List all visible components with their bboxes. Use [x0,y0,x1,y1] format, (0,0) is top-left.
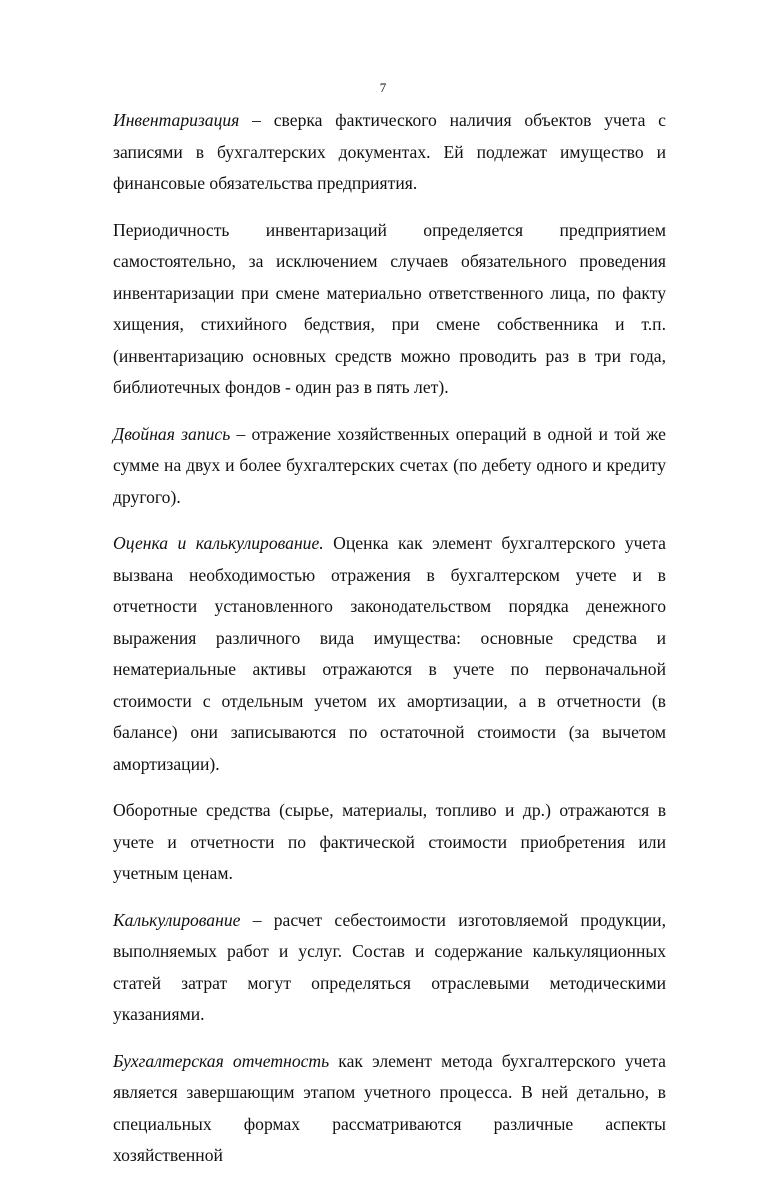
paragraph-costing [113,905,666,1031]
paragraph-inventory [113,105,666,200]
paragraph-valuation [113,528,666,780]
paragraph-text: как элемент метода бухгалтерского учета является завершающим этапом учетного процесса. В ней детально, в специальных формах рассматриваются различные аспекты хозяйственной [113,1050,666,1165]
paragraph-text: Периодичность инвентаризаций определяется предприятием самостоятельно, за исключением случаев обязательного проведения инвентаризации при смене материально ответственного лица, по факту хищения, стихийного бедствия, при смене собственника и т.п. (инвентаризацию основных средств можно проводить раз в три года, библиотечных фондов - один раз в пять лет). [113,219,666,397]
term-inventory: Инвентаризация [113,110,240,130]
paragraph-text: – расчет себестоимости изготовляемой продукции, выполняемых работ и услуг. Состав и содержание калькуляционных статей затрат могут определяться отраслевыми методическими указаниями. [113,909,666,1024]
paragraph-reporting [113,1046,666,1172]
paragraph-text: – сверка фактического наличия объектов учета с записями в бухгалтерских документах. Ей подлежат имущество и финансовые обязательства предприятия. [113,110,666,193]
term-double-entry: Двойная запись [113,423,231,444]
page-number: 7 [379,80,387,95]
paragraph-text: Оценка как элемент бухгалтерского учета вызвана необходимостью отражения в бухгалтерском учете и в отчетности установленного законодательством порядка денежного выражения различного вида имущества: основные средства и нематериальные активы отражаются в учете по первоначальной стоимости с отдельным учетом их амортизации, а в отчетности (в балансе) они записываются по остаточной стоимости (за вычетом амортизации). [113,533,666,774]
paragraph-text: – отражение хозяйственных операций в одной и той же сумме на двух и более бухгалтерских счетах (по дебету одного и кредиту другого). [113,423,666,507]
paragraph-periodicity [113,215,666,404]
paragraph-text: Оборотные средства (сырье, материалы, топливо и др.) отражаются в учете и отчетности по фактической стоимости приобретения или учетным ценам. [113,800,666,883]
term-valuation: Оценка и калькулирование. [113,533,324,553]
paragraph-double-entry [113,419,666,514]
term-reporting: Бухгалтерская отчетность [113,1050,330,1071]
document-body [113,105,666,1187]
term-costing: Калькулирование [113,909,241,930]
paragraph-current-assets [113,795,666,890]
